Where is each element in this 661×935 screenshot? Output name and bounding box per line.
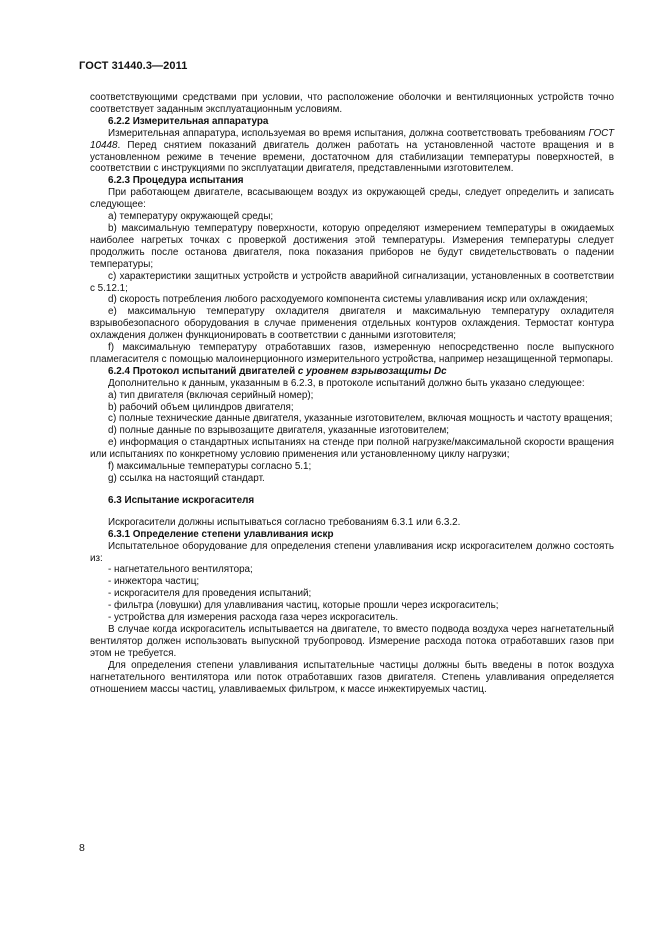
list-item-6-2-4-b: b) рабочий объем цилиндров двигателя; xyxy=(108,401,294,413)
section-gap xyxy=(90,507,614,517)
heading-6-2-3: 6.2.3 Процедура испытания xyxy=(108,175,244,187)
section-gap xyxy=(90,485,614,495)
paragraph-6-3-1-engine-test: В случае когда искрогаситель испытывается на двигателе, то вместо подвода воздуха через нагнетательный вентилятор должен использовать выпускной трубопровод. Измерение расхода потока отработавших газов при этом не требуется. xyxy=(90,623,614,659)
list-item-6-2-4-e: e) информация о стандартных испытаниях на стенде при полной нагрузке/максимальной скорости вращения или испытаниях по конкретному условию применения или установленному циклу нагрузки; xyxy=(90,437,614,461)
list-item-6-2-3-e: e) максимальную температуру охладителя двигателя и максимальную температуру охладителя взрывобезопасного оборудования в случае применения отдельных контуров охлаждения. Термостат контура охлаждения должен функционировать в соответствии с данными изготовителя; xyxy=(90,306,614,342)
list-item-6-3-1-filter: - фильтра (ловушки) для улавливания частиц, которые прошли через искрогаситель; xyxy=(108,600,499,612)
list-item-6-2-4-c: c) полные технические данные двигателя, указанные изготовителем, включая мощность и частоту вращения; xyxy=(108,413,613,425)
paragraph-6-2-4: Дополнительно к данным, указанным в 6.2.3, в протоколе испытаний должно быть указано следующее: xyxy=(108,377,585,389)
page-number: 8 xyxy=(79,842,85,854)
heading-6-2-4: 6.2.4 Протокол испытаний двигателей с уровнем взрывозащиты Dc xyxy=(108,365,447,377)
list-item-6-2-4-d: d) полные данные по взрывозащите двигателя, указанные изготовителем; xyxy=(108,425,450,437)
paragraph-6-3-1-particles: Для определения степени улавливания испытательные частицы должны быть введены в поток воздуха нагнетательного вентилятора или поток отработавших газов двигателя. Степень улавливания определяется отношением массы частиц, улавливаемых фильтром, к массе инжектируемых частиц. xyxy=(90,659,614,695)
heading-6-3-1: 6.3.1 Определение степени улавливания искр xyxy=(108,528,334,540)
paragraph-6-2-3: При работающем двигателе, всасывающем воздух из окружающей среды, следует определить и записать следующее: xyxy=(90,187,614,211)
reference-gost-10448: ГОСТ 10448 xyxy=(90,127,614,151)
heading-6-3: 6.3 Испытание искрогасителя xyxy=(108,494,255,506)
list-item-6-2-4-f: f) максимальные температуры согласно 5.1; xyxy=(108,461,312,473)
list-item-6-2-4-a: а) тип двигателя (включая серийный номер); xyxy=(108,389,314,401)
list-item-6-2-3-f: f) максимальную температуру отработавших газов, измеренную непосредственно после выпускного пламегасителя с помощью малоинерционного измерительного устройства, например незащищенной термопары. xyxy=(90,342,614,365)
list-item-6-3-1-flow-meter: - устройства для измерения расхода газа через искрогаситель. xyxy=(108,612,399,624)
list-item-6-2-3-a: а) температуру окружающей среды; xyxy=(108,211,274,223)
standard-code-header: ГОСТ 31440.3—2011 xyxy=(79,60,188,72)
list-item-6-2-3-d: d) скорость потребления любого расходуемого компонента системы улавливания искр или охлаждения; xyxy=(108,294,588,306)
paragraph-intro: соответствующими средствами при условии, что расположение оболочки и вентиляционных устройств точно соответствует заданным эксплуатационным условиям. xyxy=(90,92,614,115)
paragraph-6-2-2: Измерительная аппаратура, используемая во время испытания, должна соответствовать требованиям ГОСТ 10448. Перед снятием показаний двигатель должен работать на установленной частоте вращения и в установленном режиме в течение времени, достаточном для стабилизации температуры поверхностей, в соответствии с инструкциями по эксплуатации двигателя, представленными изготовителем. xyxy=(90,127,614,175)
heading-6-2-2: 6.2.2 Измерительная аппаратура xyxy=(108,115,269,127)
document-body xyxy=(90,92,614,695)
list-item-6-3-1-arrester: - искрогасителя для проведения испытаний; xyxy=(108,588,312,600)
paragraph-6-3: Искрогасители должны испытываться согласно требованиям 6.3.1 или 6.3.2. xyxy=(108,516,461,528)
list-item-6-3-1-injector: - инжектора частиц; xyxy=(108,576,200,588)
list-item-6-2-4-g: g) ссылка на настоящий стандарт. xyxy=(108,473,265,484)
list-item-6-2-3-b: b) максимальную температуру поверхности, которую определяют измерением температуры в ожидаемых наиболее нагретых точках с проверкой достижения этой температуры. Измерения температуры следует продолжить после останова двигателя, пока показания приборов не будут свидетельствовать о падении температуры; xyxy=(90,222,614,270)
paragraph-6-3-1: Испытательное оборудование для определения степени улавливания искр искрогасителем должно состоять из: xyxy=(90,540,614,564)
list-item-6-3-1-fan: - нагнетательного вентилятора; xyxy=(108,564,253,576)
list-item-6-2-3-c: c) характеристики защитных устройств и устройств аварийной сигнализации, установленных в соответствии с 5.12.1; xyxy=(90,270,614,294)
